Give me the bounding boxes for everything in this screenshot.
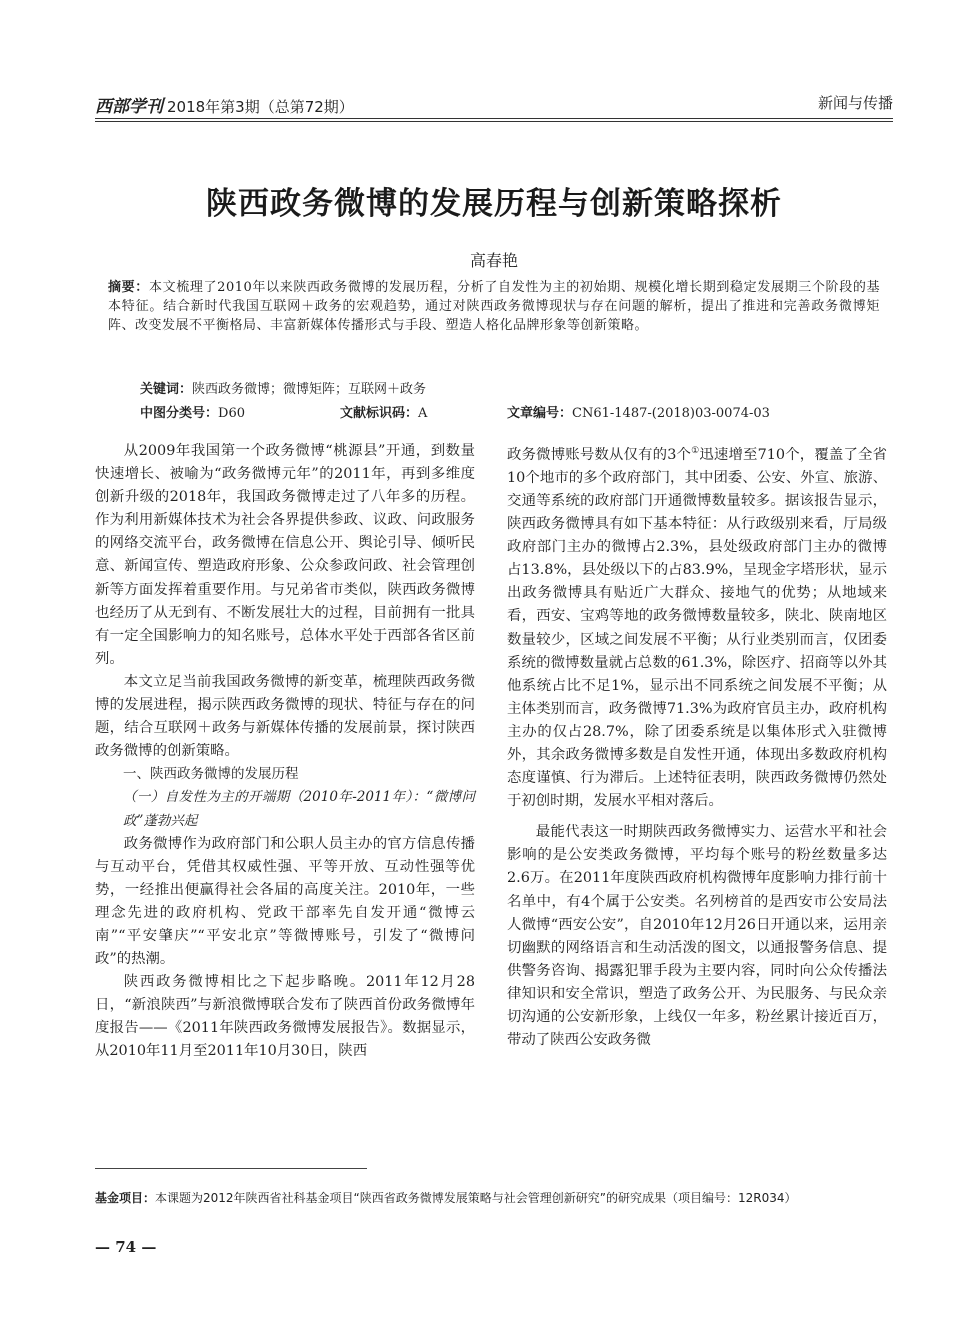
doc-code-value: A (418, 406, 428, 421)
keywords (140, 378, 426, 397)
journal-info (95, 92, 354, 117)
running-header (95, 90, 893, 116)
subsection-heading: （一）自发性为主的开端期（2010年-2011年）：“微博问政”蓬勃兴起 (123, 789, 475, 829)
clc-value: D60 (218, 406, 245, 421)
section-heading: 一、陕西政务微博的发展历程 (123, 766, 299, 783)
body-paragraph: 陕西政务微博相比之下起步略晚。2011年12月28日，“新浪陕西”与新浪微博联合发布了陕西首份政务微博年度报告——《2011年陕西政务微博发展报告》。数据显示，从2010年11月至2011年10月30日，陕西 (95, 974, 475, 1060)
header-rule-thick (95, 118, 893, 119)
footnote-rule (95, 1168, 367, 1169)
keywords-label: 关键词： (140, 382, 193, 397)
footnote-marker: ① (691, 446, 700, 456)
abstract-label: 摘要： (108, 280, 149, 295)
abstract (108, 278, 880, 335)
document-code (340, 402, 427, 421)
body-paragraph: 从2009年我国第一个政务微博“桃源县”开通，到数量快速增长、被喻为“政务微博元年”的2011年，再到多维度创新升级的2018年，我国政务微博走过了八年多的历程。作为利用新媒体技术为社会各界提供参政、议政、问政服务的网络交流平台，政务微博在信息公开、舆论引导、倾听民意、新闻宣传、塑造政府形象、公众参政问政、社会管理创新等方面发挥着重要作用。与兄弟省市类似，陕西政务微博也经历了从无到有、不断发展壮大的过程，目前拥有一批具有一定全国影响力的知名账号，总体水平处于西部各省区前列。 (95, 443, 475, 667)
article-author: 高春艳 (469, 251, 518, 270)
section-name: 新闻与传播 (817, 94, 893, 112)
article-no-label: 文章编号： (507, 406, 573, 421)
journal-issue: 2018年第3期（总第72期） (167, 98, 354, 116)
fund-label: 基金项目： (95, 1191, 156, 1205)
fund-note (95, 1190, 895, 1207)
clc-label: 中图分类号： (140, 406, 219, 421)
page-number: — 74 — (95, 1238, 157, 1256)
doc-code-label: 文献标识码： (340, 406, 419, 421)
abstract-text: 本文梳理了2010年以来陕西政务微博的发展历程，分析了自发性为主的初始期、规模化增长期到稳定发展期三个阶段的基本特征。结合新时代我国互联网＋政务的宏观趋势，通过对陕西政务微博现状与存在问题的解析，提出了推进和完善政务微博矩阵、改变发展不平衡格局、丰富新媒体传播形式与手段、塑造人格化品牌形象等创新策略。 (108, 280, 880, 333)
article-number (507, 402, 770, 421)
journal-name: 西部学刊 (95, 97, 163, 117)
clc-number (140, 402, 245, 421)
body-paragraph: 政务微博作为政府部门和公职人员主办的官方信息传播与互动平台，凭借其权威性强、平等开放、互动性强等优势，一经推出便赢得社会各届的高度关注。2010年，一些理念先进的政府机构、党政干部率先自发开通“微博云南”“平安肇庆”“平安北京”等微博账号，引发了“微博问政”的热潮。 (95, 835, 475, 968)
body-paragraph: 政务微博账号数从仅有的3个①迅速增至710个，覆盖了全省10个地市的多个政府部门，其中团委、公安、外宣、旅游、交通等系统的政府部门开通微博数量较多。据该报告显示，陕西政务微博具有如下基本特征：从行政级别来看，厅局级政府部门主办的微博占2.3%，县处级政府部门主办的微博占13.8%，县处级以下的占83.9%，呈现金字塔形状，显示出政务微博具有贴近广大群众、接地气的优势；从地域来看，西安、宝鸡等地的政务微博数量较多，陕北、陕南地区数量较少，区域之间发展不平衡；从行业类别而言，仅团委系统的微博数量就占总数的61.3%，除医疗、招商等以外其他系统占比不足1%，显示出不同系统之间发展不平衡；从主体类别而言，政务微博71.3%为政府官员主办，政府机构主办的仅占28.7%，除了团委系统是以集体形式入驻微博外，其余政务微博多数是自发性开通，体现出多数政府机构态度谨慎、行为滞后。上述特征表明，陕西政务微博仍然处于初创时期，发展水平相对落后。 (507, 446, 887, 810)
body-paragraph: 最能代表这一时期陕西政务微博实力、运营水平和社会影响的是公安类政务微博，平均每个账号的粉丝数量多达2.6万。在2011年度陕西政府机构微博年度影响力排行前十名单中，有4个属于公安类。名列榜首的是西安市公安局法人微博“西安公安”，自2010年12月26日开通以来，运用亲切幽默的网络语言和生动活泼的图文，以通报警务信息、提供警务咨询、揭露犯罪手段为主要内容，同时向公众传播法律知识和安全常识，塑造了政务公开、为民服务、与民众亲切沟通的公安新形象，上线仅一年多，粉丝累计接近百万，带动了陕西公安政务微 (507, 824, 887, 1049)
body-paragraph: 本文立足当前我国政务微博的新变革，梳理陕西政务微博的发展进程，揭示陕西政务微博的现状、特征与存在的问题，结合互联网＋政务与新媒体传播的发展前景，探讨陕西政务微博的创新策略。 (95, 673, 475, 760)
right-column (507, 440, 887, 1052)
fund-text: 本课题为2012年陕西省社科基金项目“陕西省政务微博发展策略与社会管理创新研究”的研究成果（项目编号：12R034） (155, 1191, 797, 1205)
keywords-text: 陕西政务微博；微博矩阵；互联网＋政务 (192, 382, 427, 397)
left-column (95, 440, 475, 1064)
article-no-value: CN61-1487-(2018)03-0074-03 (572, 406, 770, 421)
header-rule-thin (95, 121, 893, 122)
article-title: 陕西政务微博的发展历程与创新策略探析 (206, 186, 782, 222)
